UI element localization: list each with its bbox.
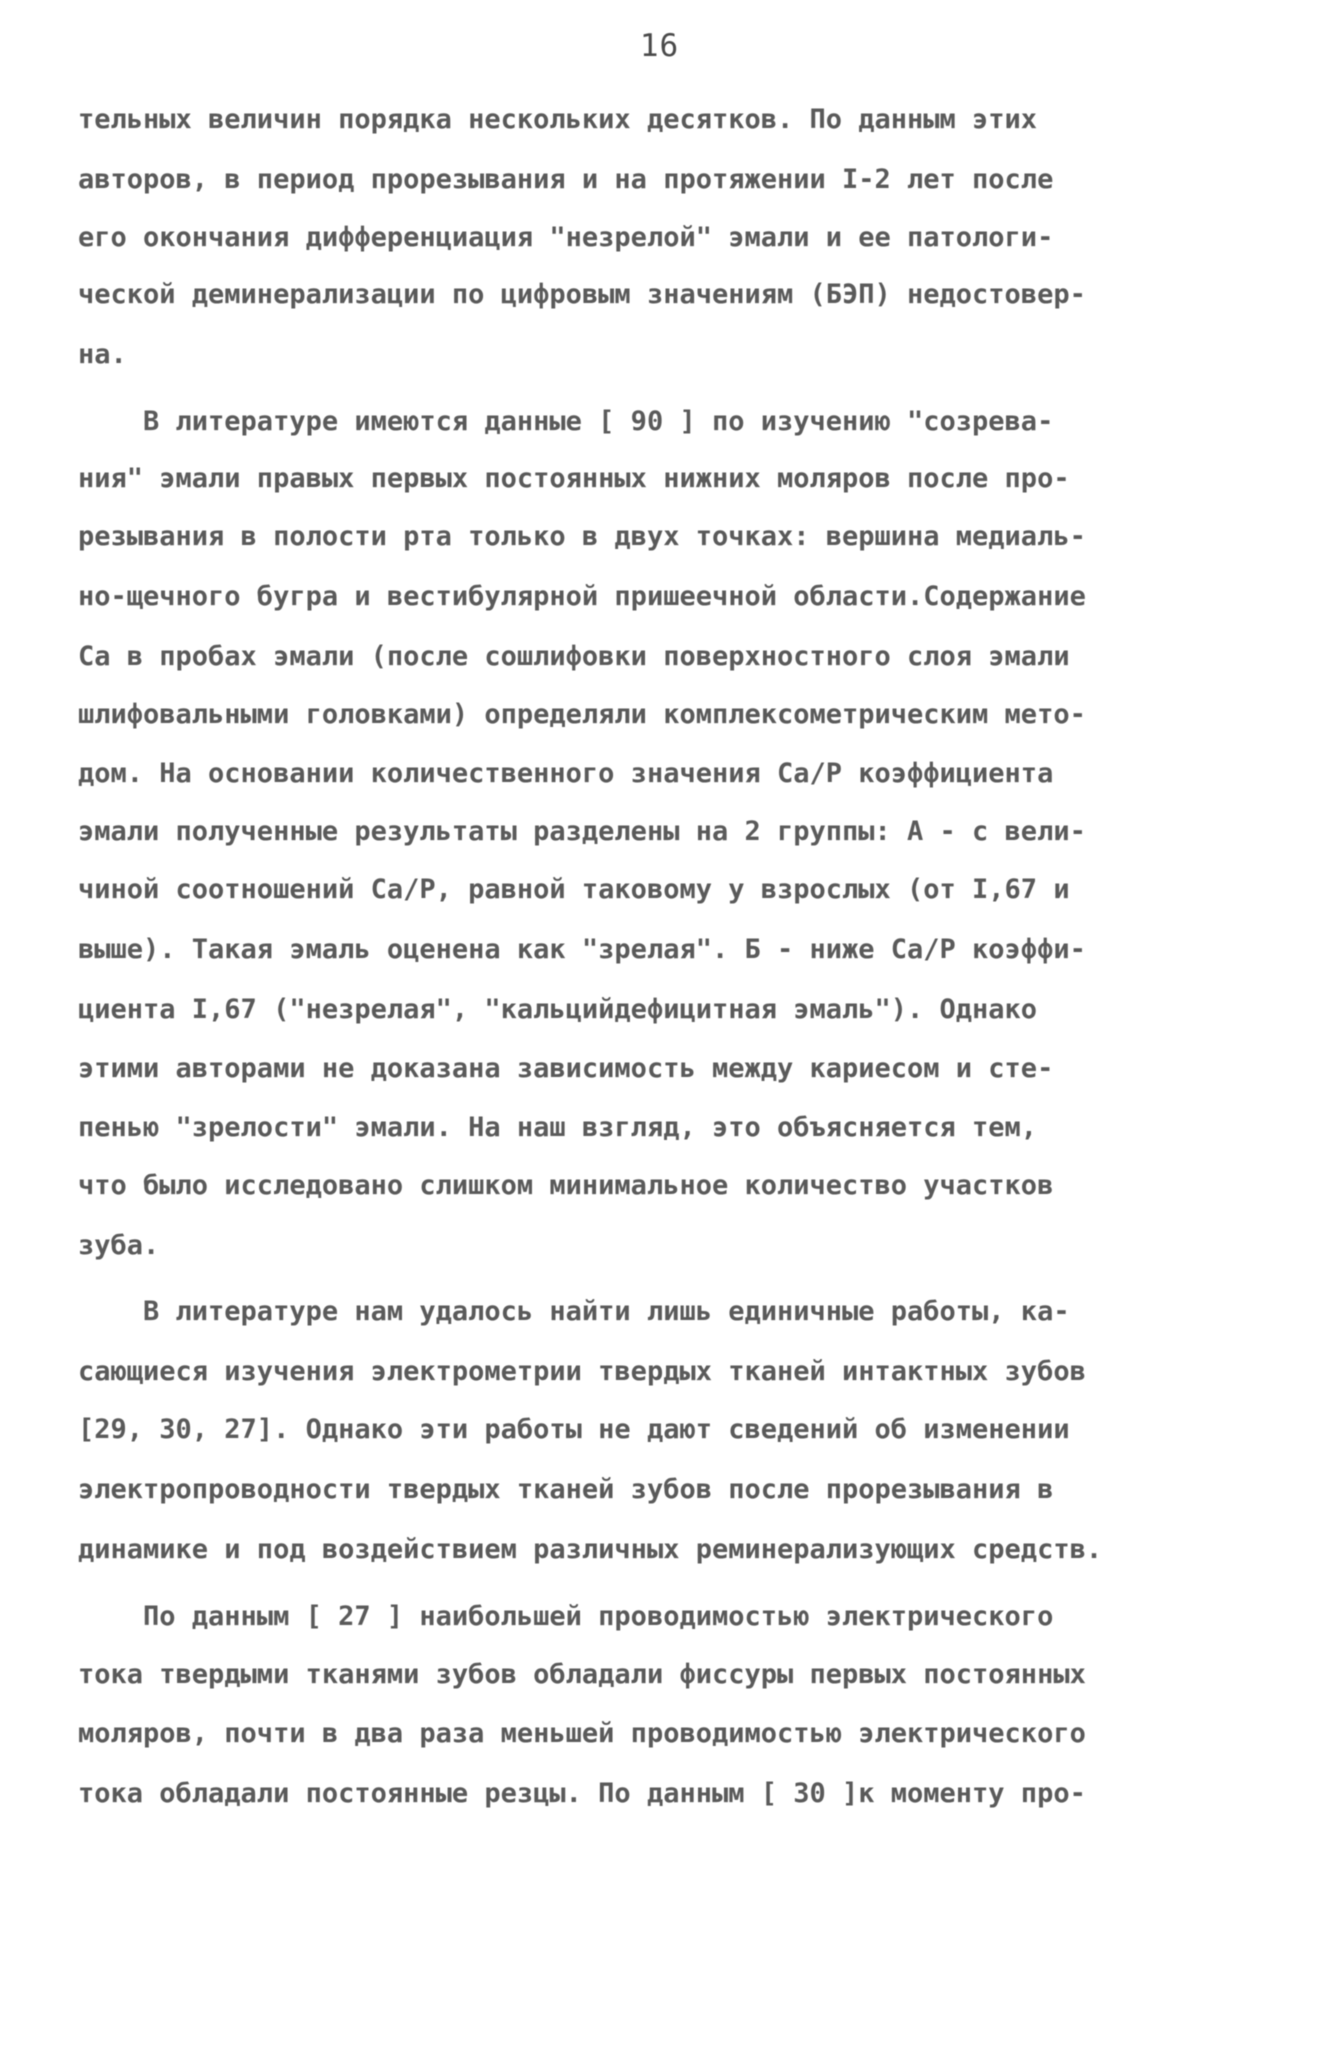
text-line: ния" эмали правых первых постоянных нижних моляров после про-	[78, 463, 1070, 494]
text-line: В литературе имеются данные [ 90 ] по изучению "созрева-	[78, 406, 1054, 437]
text-line: тельных величин порядка нескольких десятков. По данным этих	[78, 104, 1038, 135]
text-line: сающиеся изучения электрометрии твердых тканей интактных зубов	[78, 1356, 1086, 1387]
page-number: 16	[639, 28, 680, 64]
text-line: По данным [ 27 ] наибольшей проводимостью электрического	[78, 1601, 1054, 1632]
text-line: циента I,67 ("незрелая", "кальцийдефицитная эмаль"). Однако	[78, 994, 1038, 1025]
text-line: этими авторами не доказана зависимость между кариесом и сте-	[78, 1053, 1054, 1084]
text-line: но-щечного бугра и вестибулярной пришеечной области.Содержание	[78, 581, 1086, 612]
text-line: моляров, почти в два раза меньшей проводимостью электрического	[78, 1718, 1086, 1749]
text-line: динамике и под воздействием различных реминерализующих средств.	[78, 1534, 1103, 1565]
text-line: авторов, в период прорезывания и на протяжении I-2 лет после	[78, 164, 1054, 195]
text-line: пенью "зрелости" эмали. На наш взгляд, это объясняется тем,	[78, 1112, 1038, 1143]
text-line: что было исследовано слишком минимальное количество участков	[78, 1170, 1054, 1201]
text-line: зуба.	[78, 1230, 160, 1261]
text-line: [29, 30, 27]. Однако эти работы не дают сведений об изменении	[78, 1414, 1070, 1445]
text-line: резывания в полости рта только в двух точках: вершина медиаль-	[78, 521, 1086, 552]
text-line: чиной соотношений Са/Р, равной таковому у взрослых (от I,67 и	[78, 874, 1070, 905]
text-line: на.	[78, 339, 127, 370]
text-line: Са в пробах эмали (после сошлифовки поверхностного слоя эмали	[78, 641, 1070, 672]
text-line: тока обладали постоянные резцы. По данным [ 30 ]к моменту про-	[78, 1778, 1086, 1809]
text-line: эмали полученные результаты разделены на 2 группы: А - с вели-	[78, 816, 1086, 847]
text-line: выше). Такая эмаль оценена как "зрелая". Б - ниже Са/Р коэффи-	[78, 934, 1086, 965]
text-line: электропроводности твердых тканей зубов после прорезывания в	[78, 1474, 1054, 1505]
text-line: В литературе нам удалось найти лишь единичные работы, ка-	[78, 1296, 1070, 1327]
text-line: тока твердыми тканями зубов обладали фиссуры первых постоянных	[78, 1659, 1086, 1690]
text-line: ческой деминерализации по цифровым значениям (БЭП) недостовер-	[78, 279, 1086, 310]
text-line: его окончания дифференциация "незрелой" эмали и ее патологи-	[78, 222, 1054, 253]
text-line: дом. На основании количественного значения Са/Р коэффициента	[78, 758, 1054, 789]
text-line: шлифовальными головками) определяли комплексометрическим мето-	[78, 699, 1086, 730]
